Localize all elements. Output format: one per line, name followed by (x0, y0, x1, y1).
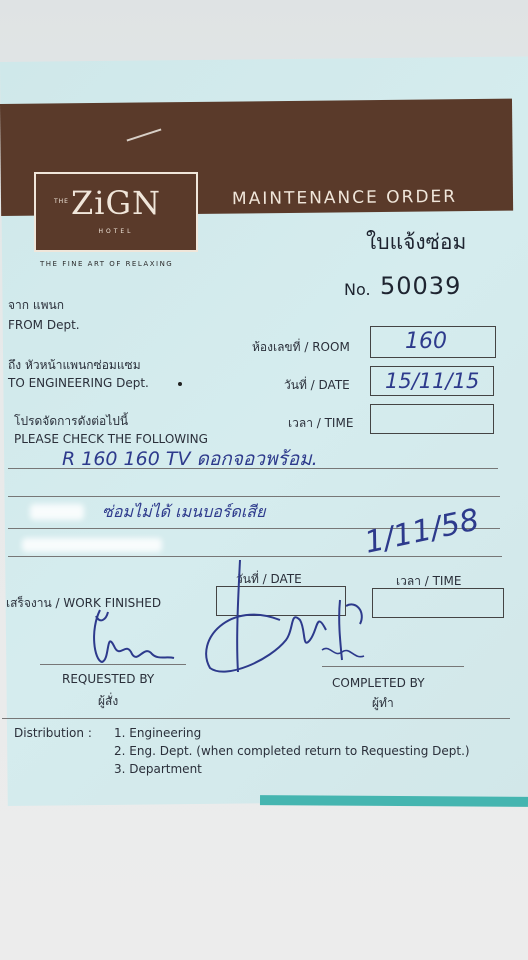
distribution-item: 2. Eng. Dept. (when completed return to Requesting Dept.) (114, 744, 470, 758)
to-dept-label: TO ENGINEERING Dept. (8, 376, 149, 390)
writing-line-4 (8, 556, 502, 557)
order-number-label: No. (344, 280, 371, 299)
distribution-divider (2, 718, 510, 719)
logo-hotel: HOTEL (98, 228, 134, 235)
requested-line (40, 664, 186, 665)
work-finished-label: เสร็จงาน / WORK FINISHED (6, 596, 162, 610)
date-field[interactable] (370, 366, 494, 396)
logo-name: ZiGN (70, 184, 162, 222)
room-label: ห้องเลขที่ / ROOM (252, 340, 350, 354)
document-title-thai: ใบแจ้งซ่อม (366, 230, 467, 254)
check-label-thai: โปรดจัดการดังต่อไปนี้ (14, 414, 129, 428)
from-dept-label-thai: จาก แพนก (8, 298, 64, 312)
from-dept-label: FROM Dept. (8, 318, 80, 332)
slip-teal-edge (260, 795, 528, 807)
tagline: THE FINE ART OF RELAXING (40, 260, 174, 268)
distribution-item: 3. Department (114, 762, 202, 776)
distribution-label: Distribution : (14, 726, 92, 740)
distribution-item: 1. Engineering (114, 726, 202, 740)
writing-line-2 (8, 496, 500, 497)
finished-time-field[interactable] (372, 588, 504, 618)
requester-signature (80, 600, 180, 670)
request-line-2: ซ่อมไม่ได้ เมนบอร์ดเสีย (102, 502, 266, 521)
order-number: 50039 (380, 272, 462, 300)
completed-line (322, 666, 464, 667)
room-field[interactable] (370, 326, 496, 358)
room-value: 160 (405, 329, 447, 354)
completed-by-label: COMPLETED BY (332, 676, 425, 690)
bullet-dot (178, 382, 182, 386)
finished-date-label: วันที่ / DATE (236, 572, 302, 586)
check-label: PLEASE CHECK THE FOLLOWING (14, 432, 208, 446)
date-label: วันที่ / DATE (284, 378, 350, 392)
finished-date-value: 1/11/58 (361, 502, 483, 561)
time-field[interactable] (370, 404, 494, 434)
requested-by-label-thai: ผู้สั่ง (98, 694, 119, 708)
date-value: 15/11/15 (385, 369, 480, 393)
document-title: MAINTENANCE ORDER (231, 186, 458, 210)
redacted-text-2 (22, 538, 162, 552)
finished-time-label: เวลา / TIME (396, 574, 462, 588)
to-dept-label-thai: ถึง หัวหน้าแพนกซ่อมแซม (8, 358, 141, 372)
writing-line-1 (8, 468, 498, 469)
redacted-text (30, 504, 84, 520)
time-label: เวลา / TIME (288, 416, 354, 430)
completed-by-label-thai: ผู้ทำ (372, 696, 394, 710)
hotel-logo (34, 172, 198, 252)
logo-the: THE (54, 198, 69, 205)
request-line-1: R 160 160 TV ดอกจอวพร้อม. (62, 448, 318, 470)
requested-by-label: REQUESTED BY (62, 672, 155, 686)
